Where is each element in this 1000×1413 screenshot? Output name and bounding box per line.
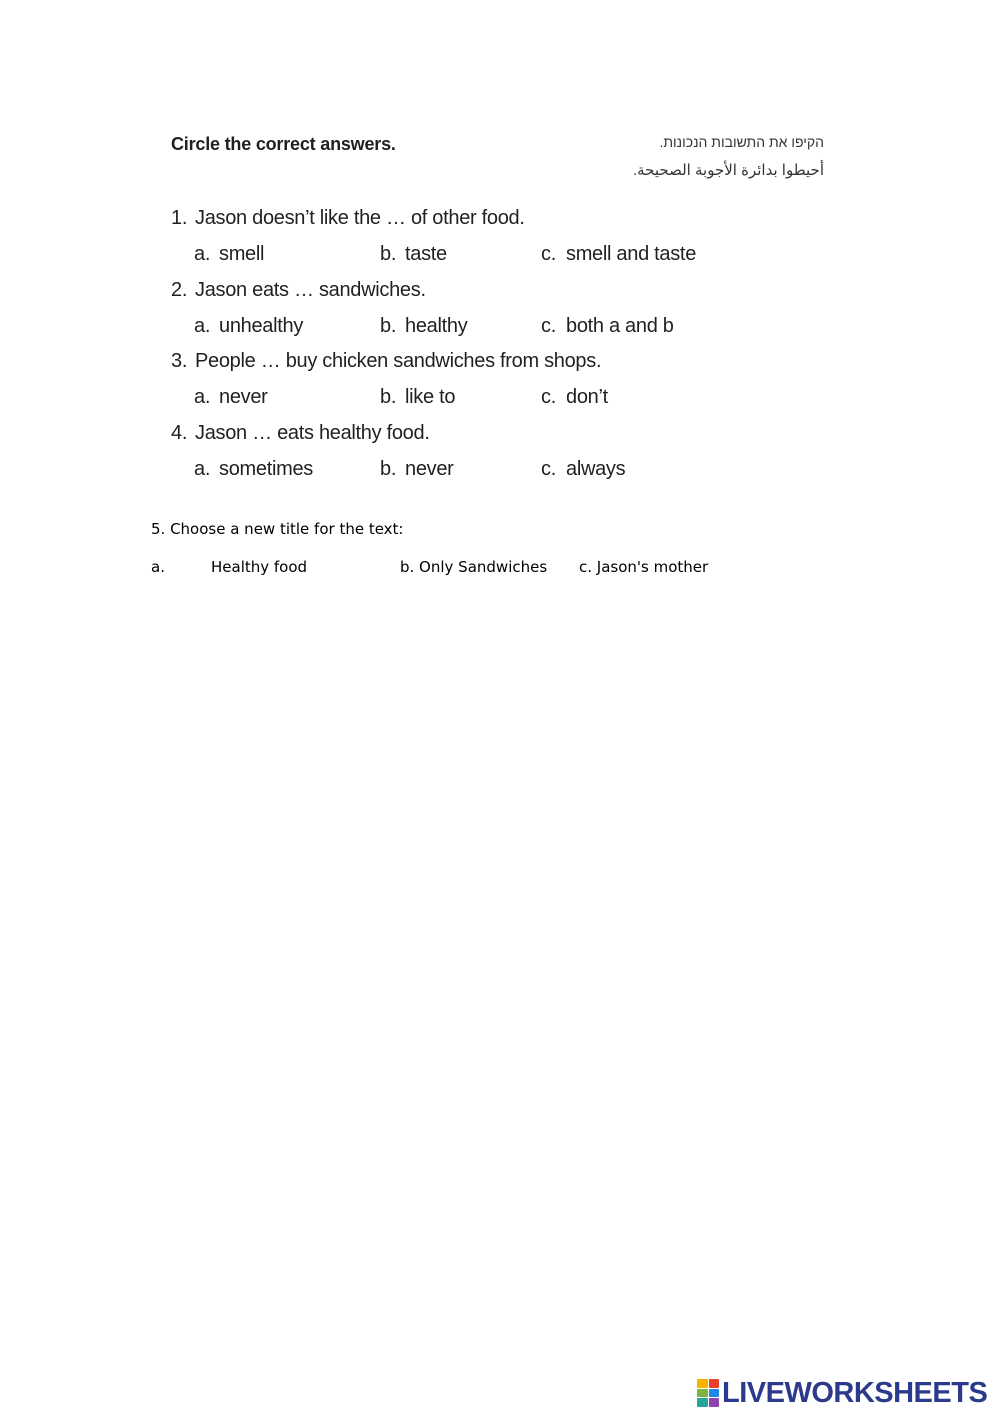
arabic-instruction: أحيطوا بدائرة الأجوبة الصحيحة.: [632, 162, 824, 179]
question-number: 1.: [171, 207, 188, 229]
q5-option-a-letter: a.: [151, 558, 165, 576]
question-1: [171, 207, 525, 230]
q2-option-b[interactable]: b. healthy: [380, 315, 468, 337]
question-4: [171, 422, 430, 445]
q1-option-b[interactable]: b. taste: [380, 243, 447, 265]
q4-option-c[interactable]: c. always: [541, 458, 626, 480]
q2-option-a[interactable]: a. unhealthy: [194, 315, 304, 337]
liveworksheets-logo-icon: [697, 1379, 719, 1407]
instruction-heading: Circle the correct answers.: [171, 134, 396, 154]
q5-option-c[interactable]: c. Jason's mother: [579, 558, 709, 576]
question-5: 5. Choose a new title for the text:: [151, 520, 404, 538]
question-number: 4.: [171, 422, 188, 444]
logo-text: LIVEWORKSHEETS: [722, 1376, 988, 1409]
q3-option-a[interactable]: a. never: [194, 386, 268, 408]
q1-option-a[interactable]: a. smell: [194, 243, 265, 265]
question-2: [171, 279, 426, 302]
q5-option-a[interactable]: Healthy food: [211, 558, 308, 576]
question-number: 3.: [171, 350, 188, 372]
q1-option-c[interactable]: c. smell and taste: [541, 243, 697, 265]
q3-option-b[interactable]: b. like to: [380, 386, 456, 408]
q4-option-b[interactable]: b. never: [380, 458, 454, 480]
hebrew-instruction: הקיפו את התשובות הנכונות.: [659, 134, 824, 150]
q5-option-b[interactable]: b. Only Sandwiches: [400, 558, 548, 576]
q2-option-c[interactable]: c. both a and b: [541, 315, 674, 337]
q4-option-a[interactable]: a. sometimes: [194, 458, 313, 480]
question-text: Jason doesn’t like the … of other food.: [195, 207, 525, 229]
question-number: 2.: [171, 279, 188, 301]
question-text: People … buy chicken sandwiches from shops.: [195, 350, 602, 372]
liveworksheets-logo: [697, 1376, 987, 1410]
question-text: Jason … eats healthy food.: [195, 422, 430, 444]
question-text: Jason eats … sandwiches.: [195, 279, 426, 301]
q3-option-c[interactable]: c. don’t: [541, 386, 608, 408]
question-3: [171, 350, 601, 373]
